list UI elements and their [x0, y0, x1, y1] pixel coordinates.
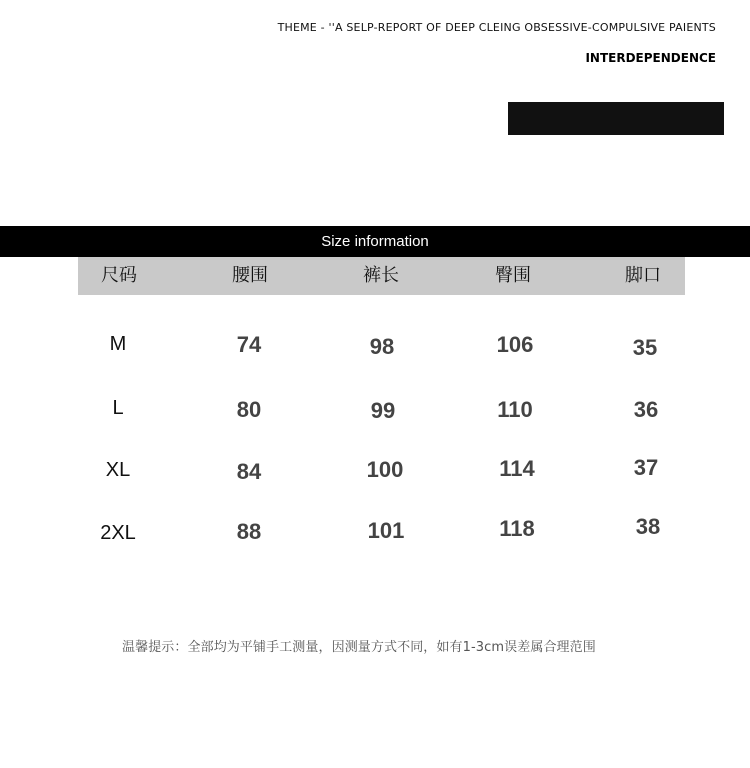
table-cell-hem: 36 — [633, 397, 659, 422]
table-row-size: M — [109, 333, 127, 355]
size-info-banner: Size information — [0, 226, 750, 257]
table-cell-hip: 110 — [497, 397, 533, 422]
table-cell-waist: 84 — [236, 459, 262, 484]
table-cell-waist: 74 — [236, 332, 262, 357]
table-row-size: L — [112, 397, 124, 419]
table-cell-waist: 80 — [236, 397, 262, 422]
table-cell-length: 98 — [369, 334, 395, 359]
theme-text: THEME - ''A SELP-REPORT OF DEEP CLEING OBSESSIVE-COMPULSIVE PAIENTS — [277, 21, 716, 34]
column-header-hip: 臀围 — [495, 265, 531, 286]
decorative-black-block — [508, 102, 724, 135]
column-header-waist: 腰围 — [232, 265, 268, 286]
measurement-note: 温馨提示：全部均为平铺手工测量，因测量方式不同，如有1-3cm误差属合理范围 — [122, 640, 596, 655]
table-cell-hip: 106 — [496, 332, 534, 357]
table-cell-length: 99 — [370, 398, 396, 423]
table-cell-hem: 35 — [632, 335, 658, 360]
column-header-hem: 脚口 — [625, 265, 661, 286]
table-cell-hip: 118 — [499, 516, 535, 541]
column-header-length: 裤长 — [363, 265, 399, 286]
table-cell-hem: 37 — [633, 455, 659, 480]
table-cell-hip: 114 — [499, 456, 535, 481]
table-row-size: XL — [105, 459, 131, 481]
table-cell-hem: 38 — [635, 514, 661, 539]
column-header-size: 尺码 — [101, 265, 137, 286]
table-row-size: 2XL — [100, 522, 136, 544]
table-header — [78, 257, 685, 295]
table-cell-length: 100 — [366, 457, 404, 482]
table-cell-length: 101 — [367, 518, 405, 543]
brand-name: INTERDEPENDENCE — [585, 51, 716, 65]
table-cell-waist: 88 — [236, 519, 262, 544]
